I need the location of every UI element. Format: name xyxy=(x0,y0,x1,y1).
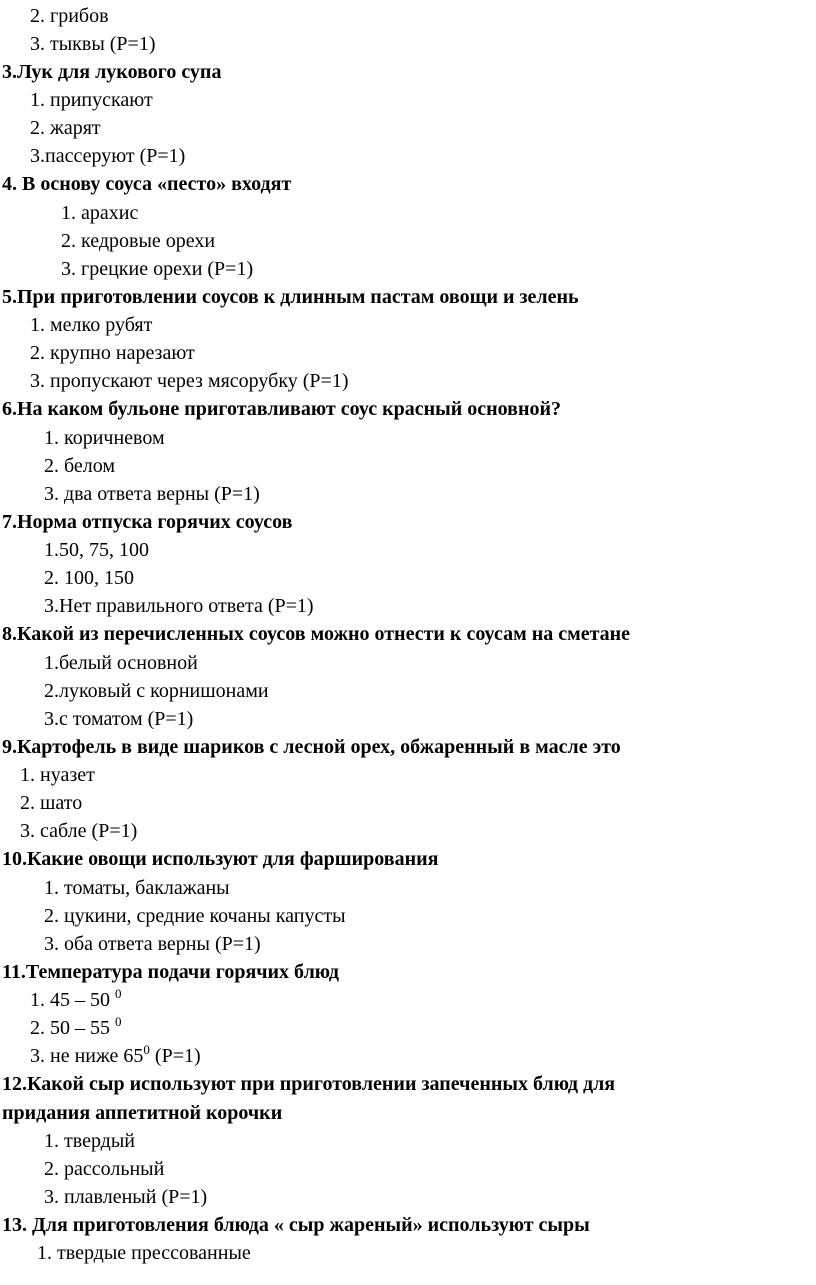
question-heading: 10.Какие овощи используют для фарширования xyxy=(2,848,439,870)
text-line: 2. белом xyxy=(44,455,116,477)
question-heading: 7.Норма отпуска горячих соусов xyxy=(2,511,293,533)
text-line: 2. 100, 150 xyxy=(44,567,134,589)
text-line: 3. грецкие орехи (Р=1) xyxy=(61,258,254,280)
text-line: 2.луковый с корнишонами xyxy=(44,680,269,702)
text-line: 3.пассеруют (Р=1) xyxy=(30,145,186,167)
text-line: 3. тыквы (Р=1) xyxy=(30,33,156,55)
text-line: 2. цукини, средние кочаны капусты xyxy=(44,905,346,927)
text-line: 2. 50 – 55 $^0$ xyxy=(30,1014,122,1039)
question-heading: 5.При приготовлении соусов к длинным пастам овощи и зелень xyxy=(2,286,579,308)
text-line: 1. 45 – 50 $^0$ xyxy=(30,986,122,1011)
text-line: 3. плавленый (Р=1) xyxy=(44,1186,208,1208)
question-heading: 9.Картофель в виде шариков с лесной орех, обжаренный в масле это xyxy=(2,736,621,758)
text-line: 3. оба ответа верны (Р=1) xyxy=(44,933,261,955)
question-heading: придания аппетитной корочки xyxy=(2,1102,283,1124)
text-line: 1. твердые прессованные xyxy=(37,1242,251,1264)
question-heading: 13. Для приготовления блюда « сыр жареный» используют сыры xyxy=(2,1214,590,1236)
degree-superscript: 0 xyxy=(143,1042,150,1057)
question-heading: 4. В основу соуса «песто» входят xyxy=(2,173,292,195)
text-line: 1.белый основной xyxy=(44,652,198,674)
text-line: 2. жарят xyxy=(30,117,101,139)
text-line: 2. шато xyxy=(20,792,83,814)
question-heading: 11.Температура подачи горячих блюд xyxy=(2,961,340,983)
text-line: 3. пропускают через мясорубку (Р=1) xyxy=(30,370,349,392)
text-line: 3. два ответа верны (Р=1) xyxy=(44,483,260,505)
text-line: 2. рассольный xyxy=(44,1158,165,1180)
text-line: 1.50, 75, 100 xyxy=(44,539,149,561)
text-line: 3.Нет правильного ответа (Р=1) xyxy=(44,595,314,617)
text-line: 1. коричневом xyxy=(44,427,165,449)
question-heading: 8.Какой из перечисленных соусов можно отнести к соусам на сметане xyxy=(2,623,631,645)
text-line: 1. мелко рубят xyxy=(30,314,153,336)
text-line: 1. нуазет xyxy=(20,764,95,786)
text-line: 2. крупно нарезают xyxy=(30,342,195,364)
text-line: 2. грибов xyxy=(30,5,109,27)
question-heading: 12.Какой сыр используют при приготовлении запеченных блюд для xyxy=(2,1073,616,1095)
text-line: 3. сабле (Р=1) xyxy=(20,820,138,842)
degree-superscript: 0 xyxy=(115,1014,122,1029)
degree-superscript: 0 xyxy=(115,986,122,1001)
text-line: 1. арахис xyxy=(61,202,139,224)
text-line: 1. припускают xyxy=(30,89,153,111)
question-heading: 6.На каком бульоне приготавливают соус красный основной? xyxy=(2,398,562,420)
question-heading: 3.Лук для лукового супа xyxy=(2,61,222,83)
text-line: 2. кедровые орехи xyxy=(61,230,216,252)
text-line: 1. томаты, баклажаны xyxy=(44,877,230,899)
text-line: 1. твердый xyxy=(44,1130,135,1152)
text-line: 3. не ниже $65^0$ (Р=1) xyxy=(30,1042,201,1067)
text-line: 3.с томатом (Р=1) xyxy=(44,708,194,730)
